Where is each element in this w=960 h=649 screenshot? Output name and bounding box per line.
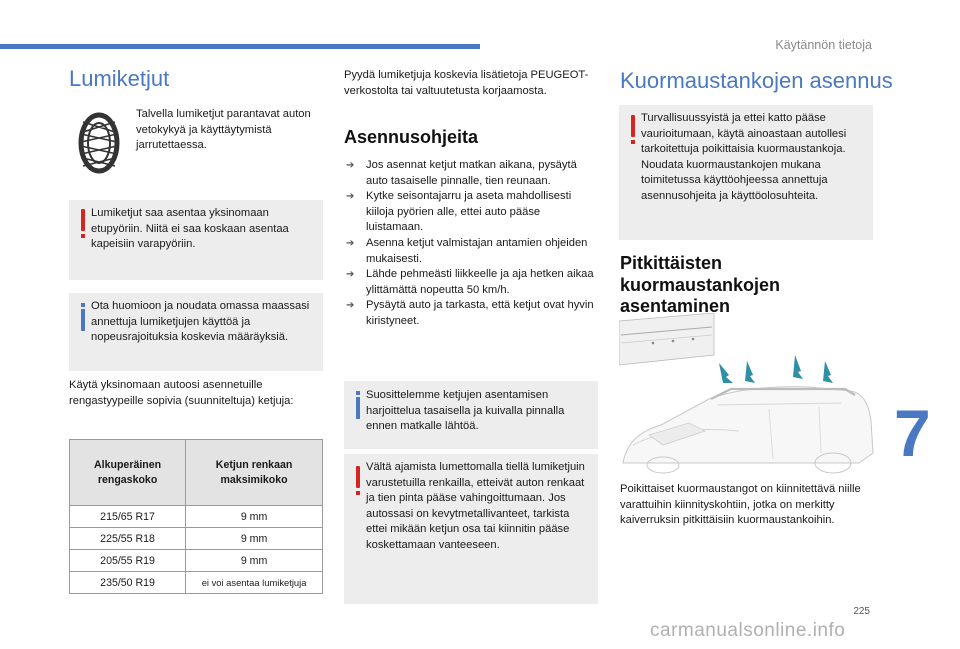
page-number: 225 <box>853 606 870 617</box>
snow-chain-tire-icon <box>75 112 123 174</box>
chapter-number: 7 <box>894 396 931 470</box>
warning-exclamation-icon <box>81 209 85 231</box>
arrow-bullet-icon: ➔ <box>346 300 355 312</box>
table-cell: 9 mm <box>186 550 323 572</box>
info-i-icon <box>81 309 85 331</box>
section-title-roof-bars: Kuormaustankojen asennus <box>620 68 893 93</box>
list-item: ➔ Lähde pehmeästi liikkeelle ja aja hetken aikaa ylittämättä nopeutta 50 km/h. <box>346 268 594 296</box>
table-header-original-size: Alkuperäinen rengaskoko <box>70 440 186 506</box>
info-text: Ota huomioon ja noudata omassa maassasi annettuja lumiketjujen käyttöä ja nopeusrajoituksia koskevia määräyksiä. <box>91 300 310 344</box>
list-item: ➔ Pysäytä auto ja tarkasta, että ketjut ovat hyvin kiristyneet. <box>346 299 594 327</box>
chain-usage-text: Käytä yksinomaan autoosi asennetuille rengastyypeille sopivia (suunniteltuja) ketjuja: <box>69 379 294 407</box>
table-cell: 205/55 R19 <box>70 550 186 572</box>
tire-chain-table <box>69 439 323 594</box>
subsection-title-longitudinal-bars: Pitkittäisten kuormaustankojen asentaminen <box>620 253 781 317</box>
warning-exclamation-icon <box>631 115 635 137</box>
warning-box-front-wheels <box>69 200 323 280</box>
arrow-bullet-icon: ➔ <box>346 269 355 281</box>
warning-text: Lumiketjut saa asentaa yksinomaan etupyöriin. Niitä ei saa koskaan asentaa kapeisiin varapyöriin. <box>91 207 289 251</box>
more-info-text: Pyydä lumiketjuja koskevia lisätietoja PEUGEOT-verkostolta tai valtuutetusta korjaamosta. <box>344 69 589 97</box>
warning-box-snowless-road <box>344 454 598 604</box>
header-accent-bar <box>0 44 480 49</box>
installation-steps-list <box>344 158 594 330</box>
arrow-bullet-icon: ➔ <box>346 160 355 171</box>
warning-text: Vältä ajamista lumettomalla tiellä lumiketjuin varustetuilla renkailla, etteivät auton renkaat ja tien pinta pääse vahingoittumaan. Jos autossasi on kevytmetallivanteet, tarkista ettei mikään ketjun osa tai kiinnitin pääse koskettamaan vanteeseen. <box>366 461 585 551</box>
info-box-practice <box>344 381 598 449</box>
section-title-installation: Asennusohjeita <box>344 127 479 147</box>
table-row <box>70 528 323 550</box>
table-row <box>70 572 323 594</box>
info-text: Suosittelemme ketjujen asentamisen harjoittelua tasaisella ja kuivalla pinnalla ennen matkalle lähtöä. <box>366 389 565 433</box>
table-row <box>70 506 323 528</box>
table-header-row <box>70 440 323 506</box>
list-item: ➔ Kytke seisontajarru ja aseta mahdollisesti kiiloja pyörien alle, ettei auto pääse luistamaan. <box>346 190 572 234</box>
warning-box-roof-bars <box>619 105 873 240</box>
table-cell: 9 mm <box>186 506 323 528</box>
warning-exclamation-icon <box>356 466 360 488</box>
table-header-max-chain: Ketjun renkaan maksimikoko <box>186 440 323 506</box>
table-cell: ei voi asentaa lumiketjuja <box>186 572 323 594</box>
roof-bars-caption: Poikittaiset kuormaustangot on kiinnitettävä niille varattuihin kiinnityskohtiin, jotka on merkitty kaiverruksin pitkittäisiin kuormaustankoihin. <box>620 483 861 527</box>
watermark: carmanualsonline.info <box>650 620 846 641</box>
table-cell: 9 mm <box>186 528 323 550</box>
arrow-bullet-icon: ➔ <box>346 237 355 249</box>
table-cell: 235/50 R19 <box>70 572 186 594</box>
chapter-title: Käytännön tietoja <box>775 38 872 52</box>
arrow-bullet-icon: ➔ <box>346 191 355 203</box>
list-item: ➔ Jos asennat ketjut matkan aikana, pysäytä auto tasaiselle pinnalle, tien reunaan. <box>346 159 577 187</box>
snow-chains-intro: Talvella lumiketjut parantavat auton vetokykyä ja käyttäytymistä jarrutettaessa. <box>136 108 311 152</box>
info-box-regulations <box>69 293 323 371</box>
list-item: ➔ Asenna ketjut valmistajan antamien ohjeiden mukaisesti. <box>346 236 588 265</box>
car-roof-bars-illustration <box>619 313 875 475</box>
table-row <box>70 550 323 572</box>
table-cell: 215/65 R17 <box>70 506 186 528</box>
info-i-icon <box>356 397 360 419</box>
warning-text: Turvallisuussyistä ja ettei katto pääse vaurioitumaan, käytä ainoastaan autollesi tarkoitettuja poikittaisia kuormaustankoja. Noudata kuormaustankojen mukana toimitetussa käyttöohjeessa annettuja asennusohjeita ja käyttöolosuhteita. <box>641 112 847 202</box>
section-title-snow-chains: Lumiketjut <box>69 66 170 91</box>
table-cell: 225/55 R18 <box>70 528 186 550</box>
